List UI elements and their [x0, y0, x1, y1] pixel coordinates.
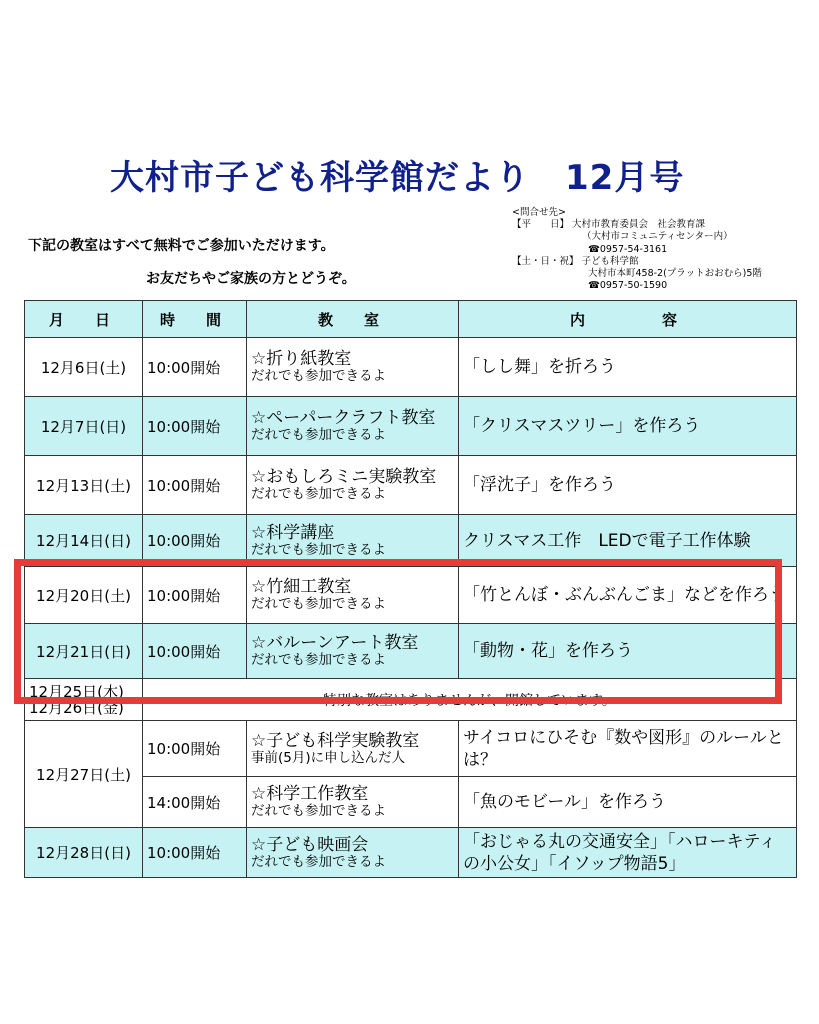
weekday-tel: ☎0957-54-3161: [588, 243, 668, 255]
holiday-org: 子ども科学館: [581, 255, 639, 267]
header-class: 教 室: [247, 301, 459, 338]
table-header-row: [25, 301, 797, 338]
header-time: 時 間: [143, 301, 247, 338]
row-date: 12月28日(日): [25, 828, 143, 878]
row-date: 12月20日(土): [25, 567, 143, 624]
class-name: ☆折り紙教室: [251, 349, 352, 369]
table-row: [25, 828, 797, 878]
table-row-special: [25, 679, 797, 721]
row-content: 「しし舞」を折ろう: [459, 338, 797, 397]
row-time: 10:00開始: [143, 567, 247, 624]
row-date: 12月21日(日): [25, 624, 143, 679]
weekday-place: （大村市コミュニティセンター内）: [582, 231, 733, 243]
class-name: ☆科学工作教室: [251, 784, 369, 804]
schedule-table: [24, 300, 797, 878]
holiday-tel: ☎0957-50-1590: [588, 280, 668, 292]
date-start: 12月25日(木): [29, 682, 124, 701]
row-class: [247, 397, 459, 456]
row-class: [247, 567, 459, 624]
class-name: ☆バルーンアート教室: [251, 633, 419, 653]
table-row: [25, 397, 797, 456]
row-date: 12月7日(日): [25, 397, 143, 456]
header-date: 月 日: [25, 301, 143, 338]
class-note: だれでも参加できるよ: [251, 853, 386, 870]
holiday-label: 【土・日・祝】: [512, 255, 579, 267]
row-content: 「クリスマスツリー」を作ろう: [459, 397, 797, 456]
weekday-org: 大村市教育委員会 社会教育課: [572, 219, 706, 231]
class-note: だれでも参加できるよ: [251, 368, 386, 384]
class-name: ☆子ども映画会: [251, 834, 369, 855]
table-row: [25, 338, 797, 397]
date-end: 12月26日(金): [29, 698, 124, 717]
row-time: 10:00開始: [143, 828, 247, 878]
table-row: [25, 567, 797, 624]
special-notice: 特別な教室はありませんが、開館しています。: [143, 679, 797, 721]
class-note: だれでも参加できるよ: [251, 541, 386, 558]
class-note: だれでも参加できるよ: [251, 652, 386, 668]
row-content: 「竹とんぼ・ぶんぶんごま」などを作ろう: [459, 567, 797, 624]
row-content: クリスマス工作 LEDで電子工作体験: [459, 515, 797, 567]
row-content: 「おじゃる丸の交通安全」「ハローキティの小公女」「イソップ物語5」: [459, 828, 797, 878]
row-class: [247, 624, 459, 679]
class-note: だれでも参加できるよ: [251, 596, 386, 612]
table-row: [25, 515, 797, 567]
newsletter-title: 大村市子ども科学館だより 12月号: [110, 158, 685, 198]
table-row: [25, 721, 797, 777]
intro-text-free: 下記の教室はすべて無料でご参加いただけます。: [28, 238, 335, 254]
weekday-label: 【平 日】: [512, 219, 570, 231]
class-note: 事前(5月)に申し込んだ人: [251, 749, 406, 766]
row-time: 10:00開始: [143, 624, 247, 679]
row-class: [247, 515, 459, 567]
class-name: ☆ペーパークラフト教室: [251, 408, 436, 428]
row-class: [247, 456, 459, 515]
header-content: 内 容: [459, 301, 797, 338]
holiday-address: 大村市本町458-2(プラットおおむら)5階: [588, 268, 762, 280]
row-content: サイコロにひそむ『数や図形』のルールとは？: [459, 721, 797, 777]
row-date: 12月14日(日): [25, 515, 143, 567]
row-time: 10:00開始: [143, 721, 247, 777]
class-name: ☆竹細工教室: [251, 577, 352, 597]
class-note: だれでも参加できるよ: [251, 803, 386, 819]
row-date: 12月27日(土): [25, 721, 143, 828]
row-time: 10:00開始: [143, 456, 247, 515]
row-class: [247, 828, 459, 878]
contact-heading: <問合せ先>: [512, 207, 566, 218]
contact-info: [512, 207, 762, 292]
class-note: だれでも参加できるよ: [251, 427, 386, 443]
table-row: [25, 456, 797, 515]
row-class: [247, 777, 459, 828]
row-date: 12月13日(土): [25, 456, 143, 515]
row-time: 10:00開始: [143, 515, 247, 567]
row-class: [247, 338, 459, 397]
table-row: [25, 624, 797, 679]
row-content: 「魚のモビール」を作ろう: [459, 777, 797, 828]
row-time: 10:00開始: [143, 397, 247, 456]
row-content: 「浮沈子」を作ろう: [459, 456, 797, 515]
class-note: だれでも参加できるよ: [251, 486, 386, 502]
row-date: 12月6日(土): [25, 338, 143, 397]
row-class: [247, 721, 459, 777]
class-name: ☆子ども科学実験教室: [251, 730, 420, 751]
intro-text-welcome: お友だちやご家族の方とどうぞ。: [146, 271, 356, 287]
row-time: 10:00開始: [143, 338, 247, 397]
row-time: 14:00開始: [143, 777, 247, 828]
row-content: 「動物・花」を作ろう: [459, 624, 797, 679]
row-date-range: [25, 679, 143, 721]
class-name: ☆おもしろミニ実験教室: [251, 467, 437, 487]
class-name: ☆科学講座: [251, 522, 335, 543]
